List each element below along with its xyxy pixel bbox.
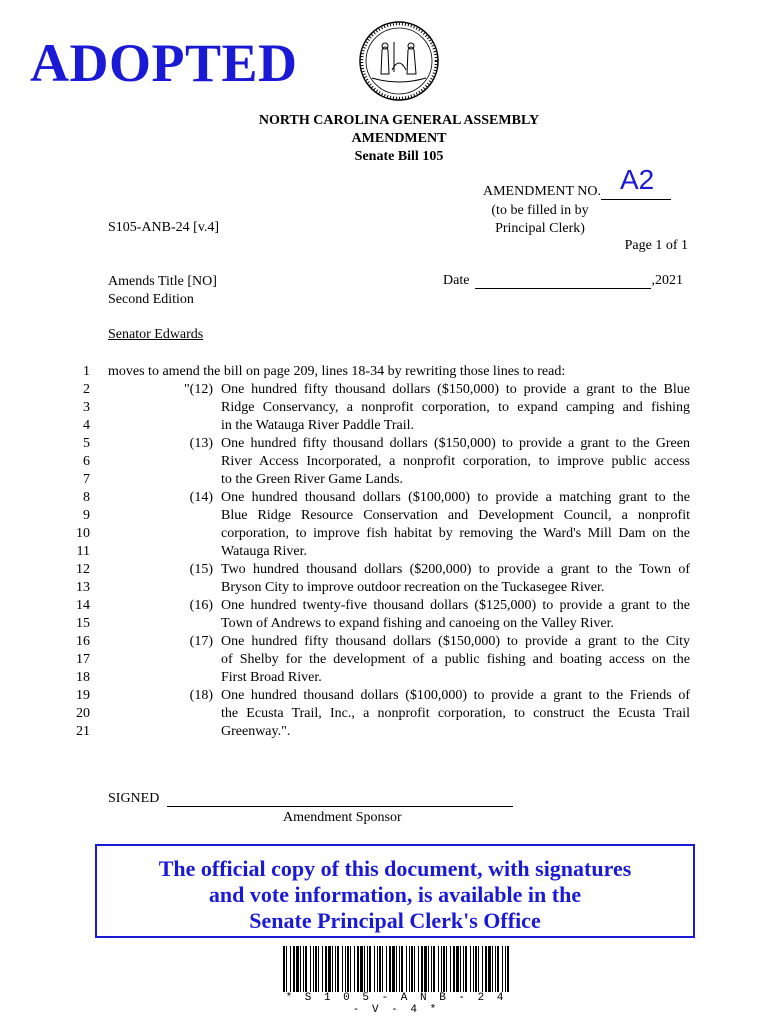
barcode-bar [418,946,419,992]
item-number: (18) [189,688,213,703]
barcode-bar [354,946,355,992]
barcode-bar [374,946,375,992]
barcode-bar [450,946,451,992]
barcode-bar [414,946,415,992]
barcode-bar [382,946,383,992]
edition: Second Edition [108,292,194,307]
barcode-bar [322,946,323,992]
item-text-line: Greenway.". [221,724,291,739]
list-item [108,687,690,741]
date-label: Date [443,273,470,288]
barcode-bar [392,946,395,992]
notice-line: The official copy of this document, with signatures [158,856,632,881]
barcode-bar [431,946,432,992]
barcode-bar [313,946,314,992]
item-number: (13) [189,436,213,451]
barcode-bar [485,946,487,992]
header-bill: Senate Bill 105 [354,149,444,164]
date-year: ,2021 [651,273,683,288]
barcode-icon [283,946,509,992]
barcode-bar [379,946,381,992]
barcode-bar [337,946,339,992]
date-field [443,273,683,289]
list-item [108,561,690,597]
barcode-bar [460,946,461,992]
barcode-bar [502,946,503,992]
line-number: 19 [76,688,90,703]
barcode-bar [318,946,319,992]
line-numbers [60,363,90,741]
item-text [221,633,690,687]
barcode-bar [342,946,343,992]
line-number: 10 [76,526,90,541]
barcode-bar [360,946,363,992]
date-line [475,274,651,289]
amends-block [108,273,217,309]
line-number: 2 [83,382,90,397]
list-item [108,489,690,561]
item-text-line: in the Watauga River Paddle Trail. [221,418,415,433]
barcode-bar [406,946,407,992]
barcode-bar [505,946,506,992]
barcode-bar [470,946,471,992]
barcode-bar [283,946,285,992]
barcode-bar [325,946,327,992]
item-number: "(12) [183,382,213,397]
bill-code: S105-ANB-24 [v.4] [108,220,220,235]
amendment-number-label: AMENDMENT NO. [483,184,601,199]
line-number: 15 [76,616,90,631]
official-copy-notice [95,844,695,938]
item-text-line: the Ecusta Trail, Inc., a nonprofit corporation, to construct the Ecusta Trail [221,706,690,721]
item-text-line: One hundred thousand dollars ($100,000) to provide a grant to the Friends of [221,688,690,703]
fill-note-line: Principal Clerk) [495,221,585,236]
barcode-bar [465,946,467,992]
barcode-bar [495,946,496,992]
barcode-bar [475,946,477,992]
sponsor-label: Amendment Sponsor [283,810,402,825]
adopted-stamp: ADOPTED [30,33,298,93]
notice-line: and vote information, is available in the [208,882,582,907]
item-text [221,687,690,741]
line-number: 18 [76,670,90,685]
line-number: 13 [76,580,90,595]
barcode-bar [396,946,397,992]
barcode-bar [369,946,371,992]
item-text [221,597,690,633]
barcode-bar [409,946,410,992]
header-amendment: AMENDMENT [351,131,447,146]
list-item [108,633,690,687]
item-text-line: One hundred fifty thousand dollars ($150,000) to provide a grant to the Blue [221,382,690,397]
barcode-bar [367,946,368,992]
fill-note [480,202,600,238]
barcode-bar [332,946,333,992]
barcode-bar [497,946,499,992]
page-indicator: Page 1 of 1 [624,238,688,253]
amendment-body [108,363,690,741]
barcode-bar [303,946,304,992]
barcode-bar [438,946,439,992]
barcode-bar [446,946,447,992]
item-text [221,561,690,597]
line-number: 12 [76,562,90,577]
barcode-bar [300,946,301,992]
barcode-bar [488,946,491,992]
barcode-bar [492,946,493,992]
line-number: 21 [76,724,90,739]
barcode-bar [335,946,336,992]
barcode-bar [364,946,365,992]
barcode-bar [389,946,391,992]
line-number: 6 [83,454,90,469]
item-text-line: First Broad River. [221,670,322,685]
line-number: 11 [76,544,90,559]
barcode-bar [453,946,455,992]
barcode-text: * S 1 0 5 - A N B - 2 4 - V - 4 * [285,992,507,1016]
amends-title: Amends Title [NO] [108,274,217,289]
notice-line: Senate Principal Clerk's Office [249,908,541,933]
item-text-line: to the Green River Game Lands. [221,472,403,487]
barcode-bar [347,946,349,992]
barcode-bar [443,946,445,992]
line-number: 17 [76,652,90,667]
barcode-bar [433,946,435,992]
signature-line [167,792,513,807]
barcode-bar [305,946,307,992]
barcode-bar [345,946,346,992]
signature-field [108,791,513,807]
item-text-line: Two hundred thousand dollars ($200,000) to provide a grant to the Town of [221,562,690,577]
item-number: (14) [189,490,213,505]
barcode-bar [315,946,317,992]
line-number: 7 [83,472,90,487]
item-text-line: Ridge Conservancy, a nonprofit corporation, to expand camping and fishing [221,400,690,415]
barcode-bar [473,946,474,992]
item-text-line: One hundred twenty-five thousand dollars ($125,000) to provide a grant to the [221,598,690,613]
barcode-bar [386,946,387,992]
barcode-bar [328,946,331,992]
barcode-bar [507,946,509,992]
barcode-bar [482,946,483,992]
barcode-bar [350,946,351,992]
barcode-bar [290,946,291,992]
item-text-line: River Access Incorporated, a nonprofit corporation, to improve public access [221,454,690,469]
barcode-bar [441,946,442,992]
fill-note-line: (to be filled in by [491,203,589,218]
item-text-line: One hundred thousand dollars ($100,000) to provide a matching grant to the [221,490,690,505]
item-text-line: of Shelby for the development of a public fishing and boating access on the [221,652,690,667]
item-text-line: Blue Ridge Resource Conservation and Development Council, a nonprofit [221,508,690,523]
line-number: 5 [83,436,90,451]
intro-line: moves to amend the bill on page 209, lines 18-34 by rewriting those lines to read: [108,364,566,379]
barcode-bar [411,946,413,992]
barcode-bar [357,946,359,992]
list-item [108,597,690,633]
barcode-bar [401,946,403,992]
line-number: 8 [83,490,90,505]
list-item [108,435,690,489]
barcode-bar [286,946,287,992]
state-seal-icon [358,20,440,102]
barcode-bar [456,946,459,992]
barcode-bar [463,946,464,992]
item-number: (15) [189,562,213,577]
barcode-bar [377,946,378,992]
item-text-line: corporation, to improve fish habitat by removing the Ward's Mill Dam on the [221,526,690,541]
item-text [221,435,690,489]
item-text [221,381,690,435]
line-number: 4 [83,418,90,433]
item-text-line: Watauga River. [221,544,307,559]
item-text-line: One hundred fifty thousand dollars ($150,000) to provide a grant to the Green [221,436,690,451]
header-assembly: NORTH CAROLINA GENERAL ASSEMBLY [258,113,540,128]
line-number: 20 [76,706,90,721]
barcode-bar [293,946,295,992]
senator-name: Senator Edwards [108,327,204,342]
barcode-bar [421,946,423,992]
line-number: 14 [76,598,90,613]
line-number: 3 [83,400,90,415]
barcode-bar [428,946,429,992]
barcode-bar [424,946,427,992]
item-text [221,489,690,561]
line-number: 16 [76,634,90,649]
item-text-line: One hundred fifty thousand dollars ($150,000) to provide a grant to the City [221,634,690,649]
barcode-bar [478,946,479,992]
amendment-number-value: A2 [620,164,655,195]
item-text-line: Town of Andrews to expand fishing and canoeing on the Valley River. [221,616,615,631]
list-item [108,381,690,435]
barcode-bar [399,946,400,992]
line-number: 9 [83,508,90,523]
barcode-bar [310,946,311,992]
item-number: (17) [189,634,213,649]
barcode-bar [296,946,299,992]
line-number: 1 [83,364,90,379]
item-text-line: Bryson City to improve outdoor recreation on the Tuckasegee River. [221,580,605,595]
signed-label: SIGNED [108,791,160,806]
item-number: (16) [189,598,213,613]
